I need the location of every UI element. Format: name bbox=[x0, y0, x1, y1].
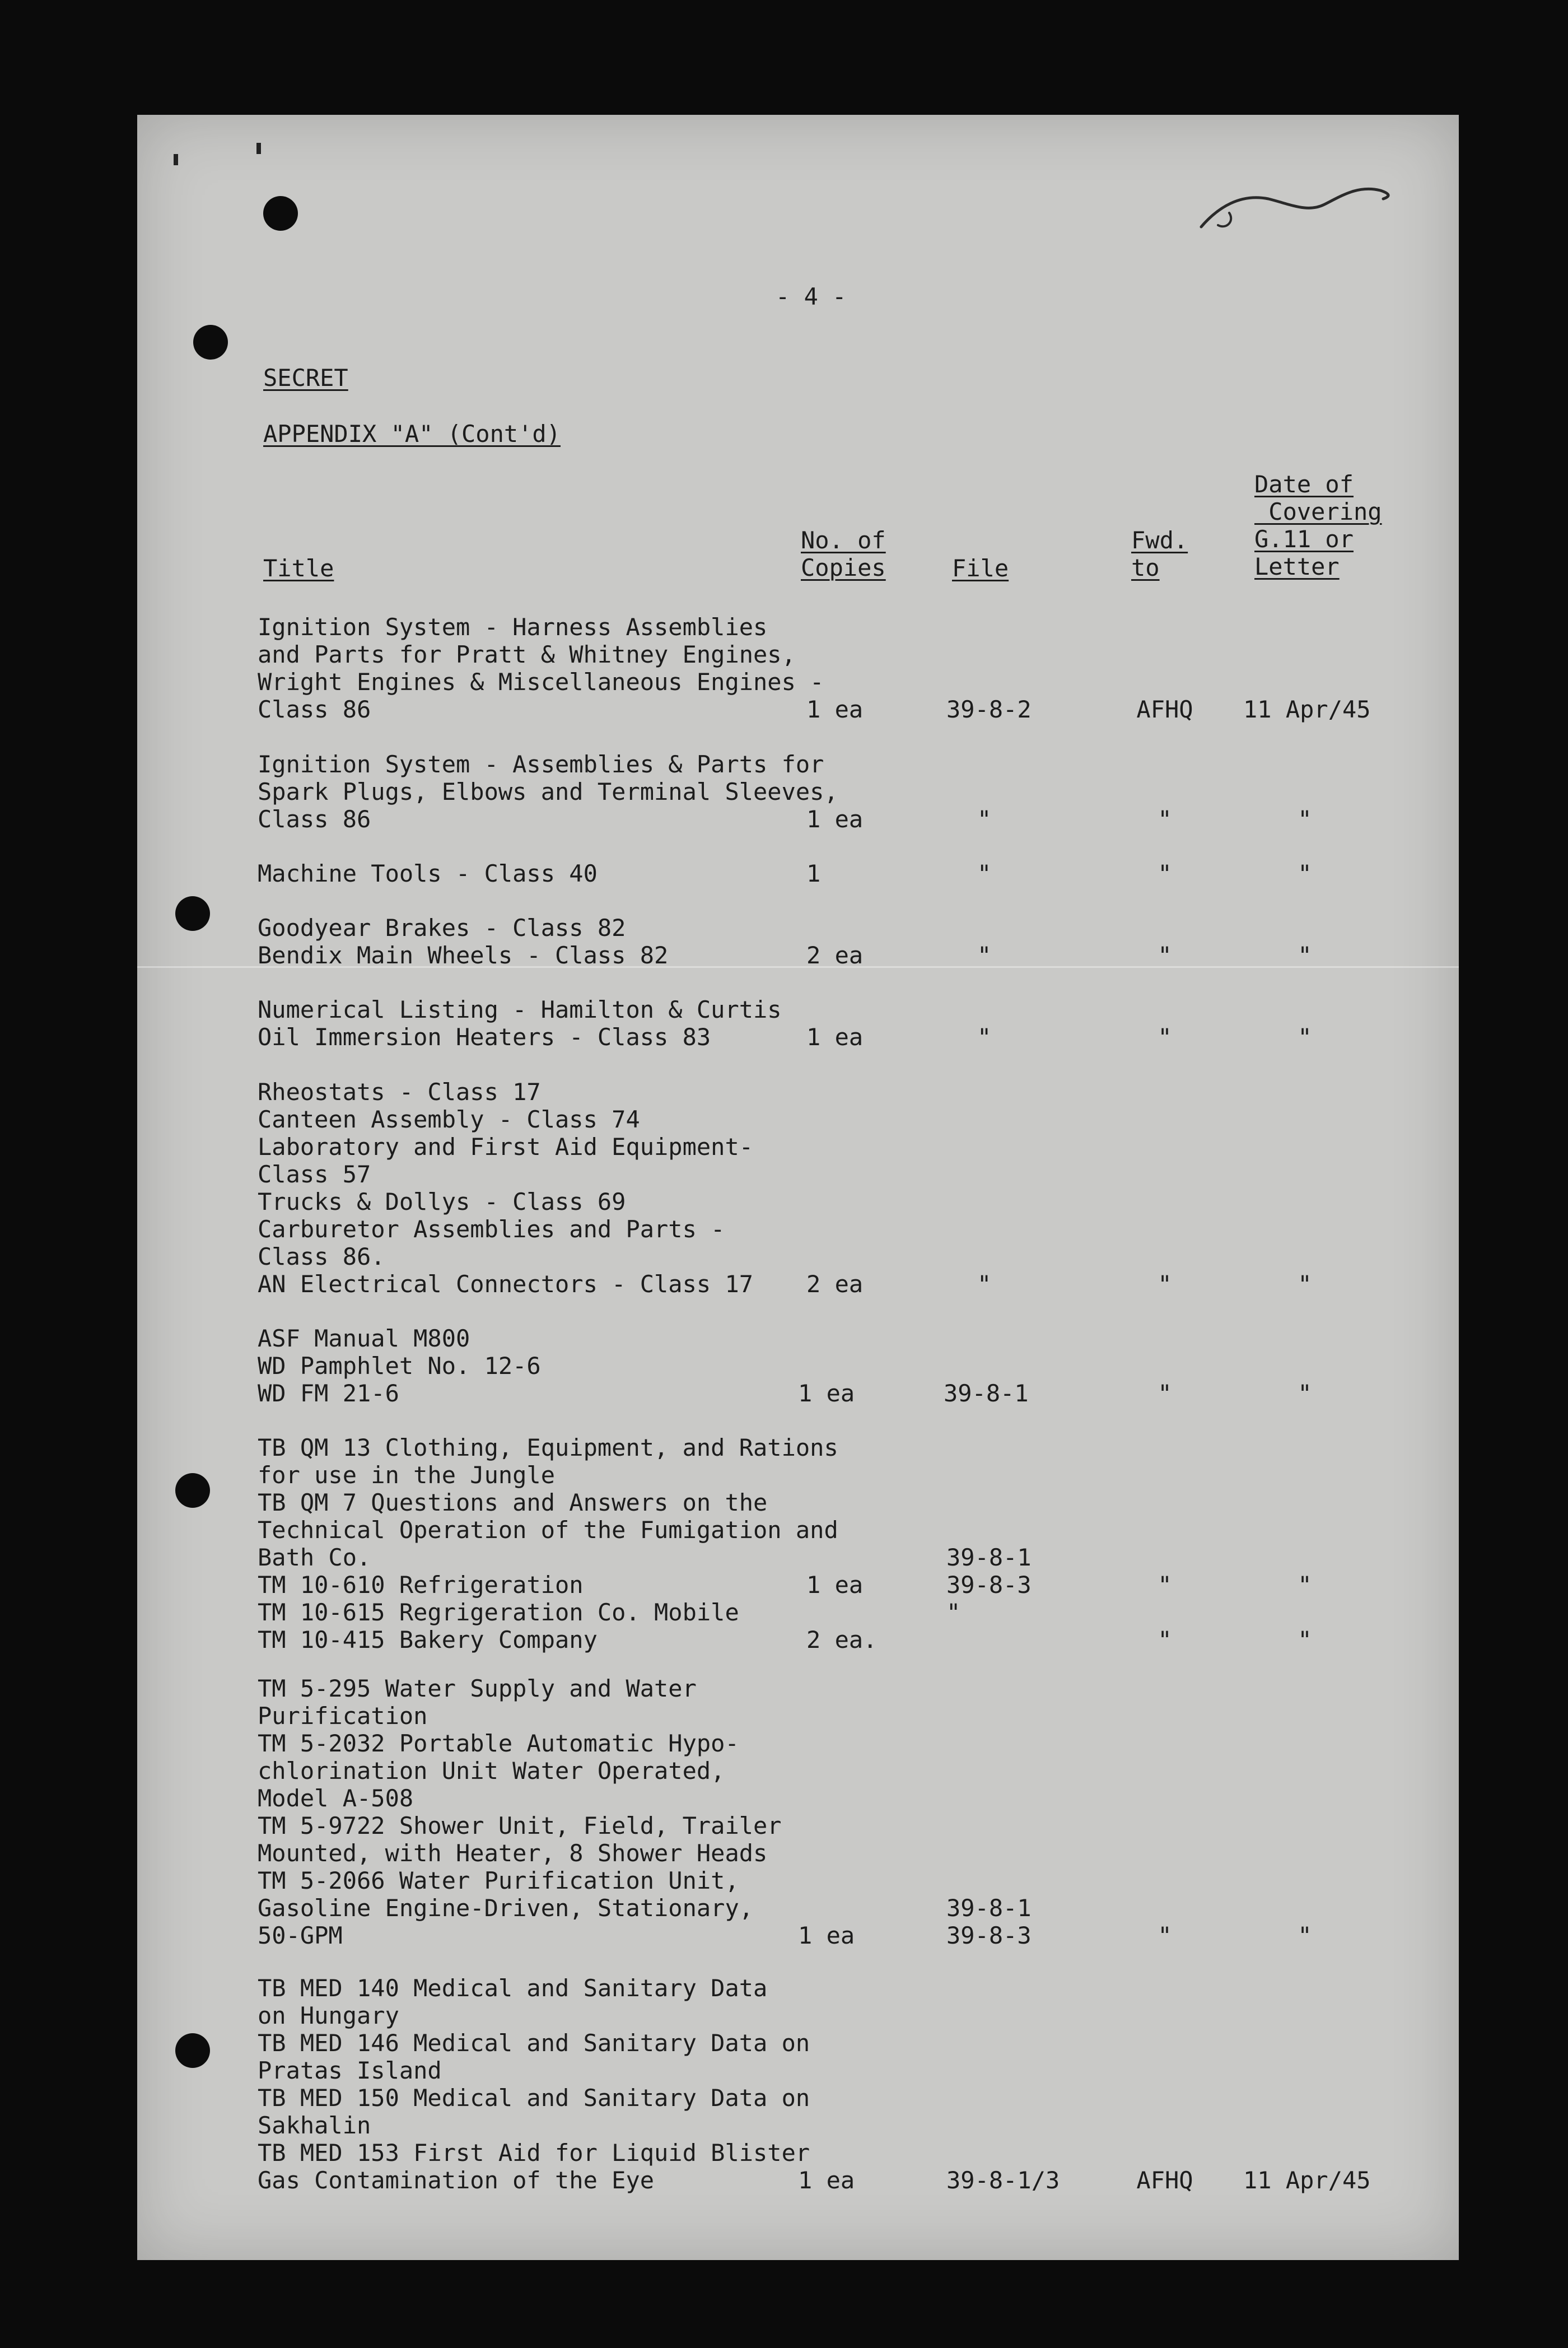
punch-hole bbox=[175, 2033, 210, 2068]
entry-date: " bbox=[1298, 860, 1312, 887]
ink-mark bbox=[174, 154, 178, 165]
punch-hole bbox=[175, 896, 210, 931]
ink-mark bbox=[256, 143, 261, 154]
appendix-heading: APPENDIX "A" (Cont'd) bbox=[263, 420, 561, 448]
pen-scribble bbox=[1196, 174, 1397, 235]
entry-file: " bbox=[977, 860, 992, 887]
entry-date: " " bbox=[1298, 1571, 1312, 1653]
entry-date: " bbox=[1298, 1380, 1312, 1407]
punch-hole bbox=[263, 196, 298, 231]
entry-title: Numerical Listing - Hamilton & Curtis Oil Immersion Heaters - Class 83 bbox=[258, 996, 782, 1051]
entry-fwd-to: " bbox=[1158, 1023, 1172, 1051]
entry-date: " bbox=[1298, 1922, 1312, 1949]
entry-title: ASF Manual M800 WD Pamphlet No. 12-6 WD FM 21-6 bbox=[258, 1325, 541, 1407]
entry-file: " bbox=[977, 942, 992, 969]
entry-title: TM 5-295 Water Supply and Water Purification TM 5-2032 Portable Automatic Hypo- chlorination Unit Water Operated, Model A-508 TM 5-9722 Shower Unit, Field, Trailer Mounted, with Heater, 8 Shower Heads TM 5-2066 Water Purification Unit, Gasoline Engine-Driven, Stationary, 50-GPM bbox=[258, 1675, 782, 1949]
punch-hole bbox=[175, 1473, 210, 1508]
entry-title: Machine Tools - Class 40 bbox=[258, 860, 598, 887]
classification-marking: SECRET bbox=[263, 364, 348, 392]
entry-fwd-to: AFHQ bbox=[1136, 2167, 1193, 2194]
entry-fwd-to: " bbox=[1158, 805, 1172, 833]
entry-date: " bbox=[1298, 942, 1312, 969]
entry-copies: 1 ea bbox=[806, 696, 864, 723]
entry-file: 39-8-1 bbox=[944, 1380, 1029, 1407]
entry-file: 39-8-1 39-8-3 " bbox=[946, 1544, 1032, 1626]
entry-copies: 1 ea 2 ea. bbox=[806, 1571, 878, 1653]
entry-fwd-to: " bbox=[1158, 1380, 1172, 1407]
entry-copies: 2 ea bbox=[806, 942, 864, 969]
entry-title: Ignition System - Harness Assemblies and Parts for Pratt & Whitney Engines, Wright Engines & Miscellaneous Engines - Class 86 bbox=[258, 613, 824, 723]
entry-copies: 1 ea bbox=[798, 2167, 855, 2194]
entry-copies: 1 bbox=[806, 860, 821, 887]
entry-copies: 1 ea bbox=[806, 1023, 864, 1051]
entry-file: 39-8-1 39-8-3 bbox=[946, 1894, 1032, 1949]
entry-file: 39-8-1/3 bbox=[946, 2167, 1060, 2194]
entry-file: 39-8-2 bbox=[946, 696, 1032, 723]
entry-fwd-to: " bbox=[1158, 1922, 1172, 1949]
entry-file: " bbox=[977, 1270, 992, 1298]
column-header-copies: No. of Copies bbox=[801, 527, 886, 581]
entry-fwd-to: " " bbox=[1158, 1571, 1172, 1653]
entry-copies: 2 ea bbox=[806, 1270, 864, 1298]
entry-file: " bbox=[977, 805, 992, 833]
entry-copies: 1 ea bbox=[798, 1922, 855, 1949]
entry-copies: 1 ea bbox=[798, 1380, 855, 1407]
entry-date: 11 Apr/45 bbox=[1243, 2167, 1371, 2194]
entry-title: Ignition System - Assemblies & Parts for Spark Plugs, Elbows and Terminal Sleeves, Class 86 bbox=[258, 751, 838, 833]
entry-file: " bbox=[977, 1023, 992, 1051]
entry-title: Rheostats - Class 17 Canteen Assembly - Class 74 Laboratory and First Aid Equipment- Class 57 Trucks & Dollys - Class 69 Carburetor Assemblies and Parts - Class 86. AN Electrical Connectors - Class 17 bbox=[258, 1078, 754, 1298]
entry-fwd-to: AFHQ bbox=[1136, 696, 1193, 723]
entry-fwd-to: " bbox=[1158, 860, 1172, 887]
entry-title: TB MED 140 Medical and Sanitary Data on Hungary TB MED 146 Medical and Sanitary Data on Pratas Island TB MED 150 Medical and Sanitary Data on Sakhalin TB MED 153 First Aid for Liquid Blister Gas Contamination of the Eye bbox=[258, 1974, 810, 2194]
column-header-date: Date of Covering G.11 or Letter bbox=[1254, 470, 1382, 580]
entry-date: " bbox=[1298, 805, 1312, 833]
document-page bbox=[137, 115, 1459, 2260]
entry-title: TB QM 13 Clothing, Equipment, and Rations for use in the Jungle TB QM 7 Questions and Answers on the Technical Operation of the Fumigation and Bath Co. TM 10-610 Refrigeration TM 10-615 Regrigeration Co. Mobile TM 10-415 Bakery Company bbox=[258, 1434, 838, 1653]
entry-date: " bbox=[1298, 1023, 1312, 1051]
column-header-fwd-to: Fwd. to bbox=[1131, 527, 1188, 581]
page-number: - 4 - bbox=[776, 283, 847, 310]
entry-title: Goodyear Brakes - Class 82 Bendix Main Wheels - Class 82 bbox=[258, 914, 669, 969]
entry-date: 11 Apr/45 bbox=[1243, 696, 1371, 723]
entry-copies: 1 ea bbox=[806, 805, 864, 833]
column-header-file: File bbox=[952, 555, 1009, 582]
entry-date: " bbox=[1298, 1270, 1312, 1298]
entry-fwd-to: " bbox=[1158, 942, 1172, 969]
column-header-title: Title bbox=[263, 555, 334, 582]
entry-fwd-to: " bbox=[1158, 1270, 1172, 1298]
punch-hole bbox=[193, 325, 228, 360]
